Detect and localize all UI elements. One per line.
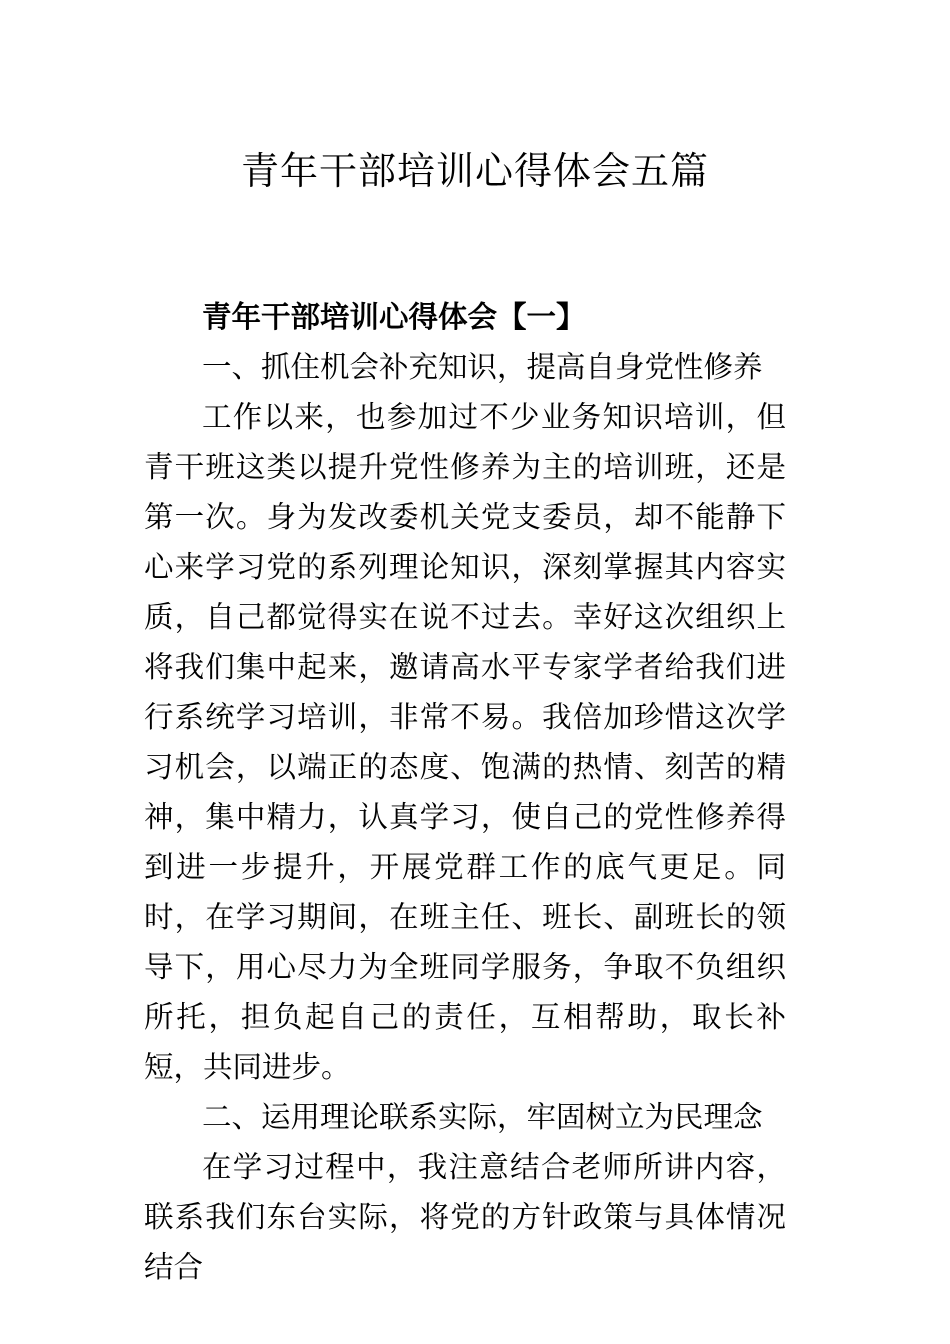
document-body xyxy=(144,292,786,1292)
paragraph-one: 工作以来，也参加过不少业务知识培训，但青干班这类以提升党性修养为主的培训班，还是第一次。身为发改委机关党支委员，却不能静下心来学习党的系列理论知识，深刻掌握其内容实质，自己都觉得实在说不过去。幸好这次组织上将我们集中起来，邀请高水平专家学者给我们进行系统学习培训，非常不易。我倍加珍惜这次学习机会，以端正的态度、饱满的热情、刻苦的精神，集中精力，认真学习，使自己的党性修养得到进一步提升，开展党群工作的底气更足。同时，在学习期间，在班主任、班长、副班长的领导下，用心尽力为全班同学服务，争取不负组织所托，担负起自己的责任，互相帮助，取长补短，共同进步。 xyxy=(144,400,786,1084)
paragraph-two: 在学习过程中，我注意结合老师所讲内容，联系我们东台实际，将党的方针政策与具体情况结合 xyxy=(144,1150,786,1284)
document-title: 青年干部培训心得体会五篇 xyxy=(240,149,709,193)
subheading-one: 一、抓住机会补充知识，提高自身党性修养 xyxy=(202,350,763,384)
subheading-two: 二、运用理论联系实际，牢固树立为民理念 xyxy=(202,1100,763,1134)
section-heading: 青年干部培训心得体会【一】 xyxy=(202,300,586,334)
